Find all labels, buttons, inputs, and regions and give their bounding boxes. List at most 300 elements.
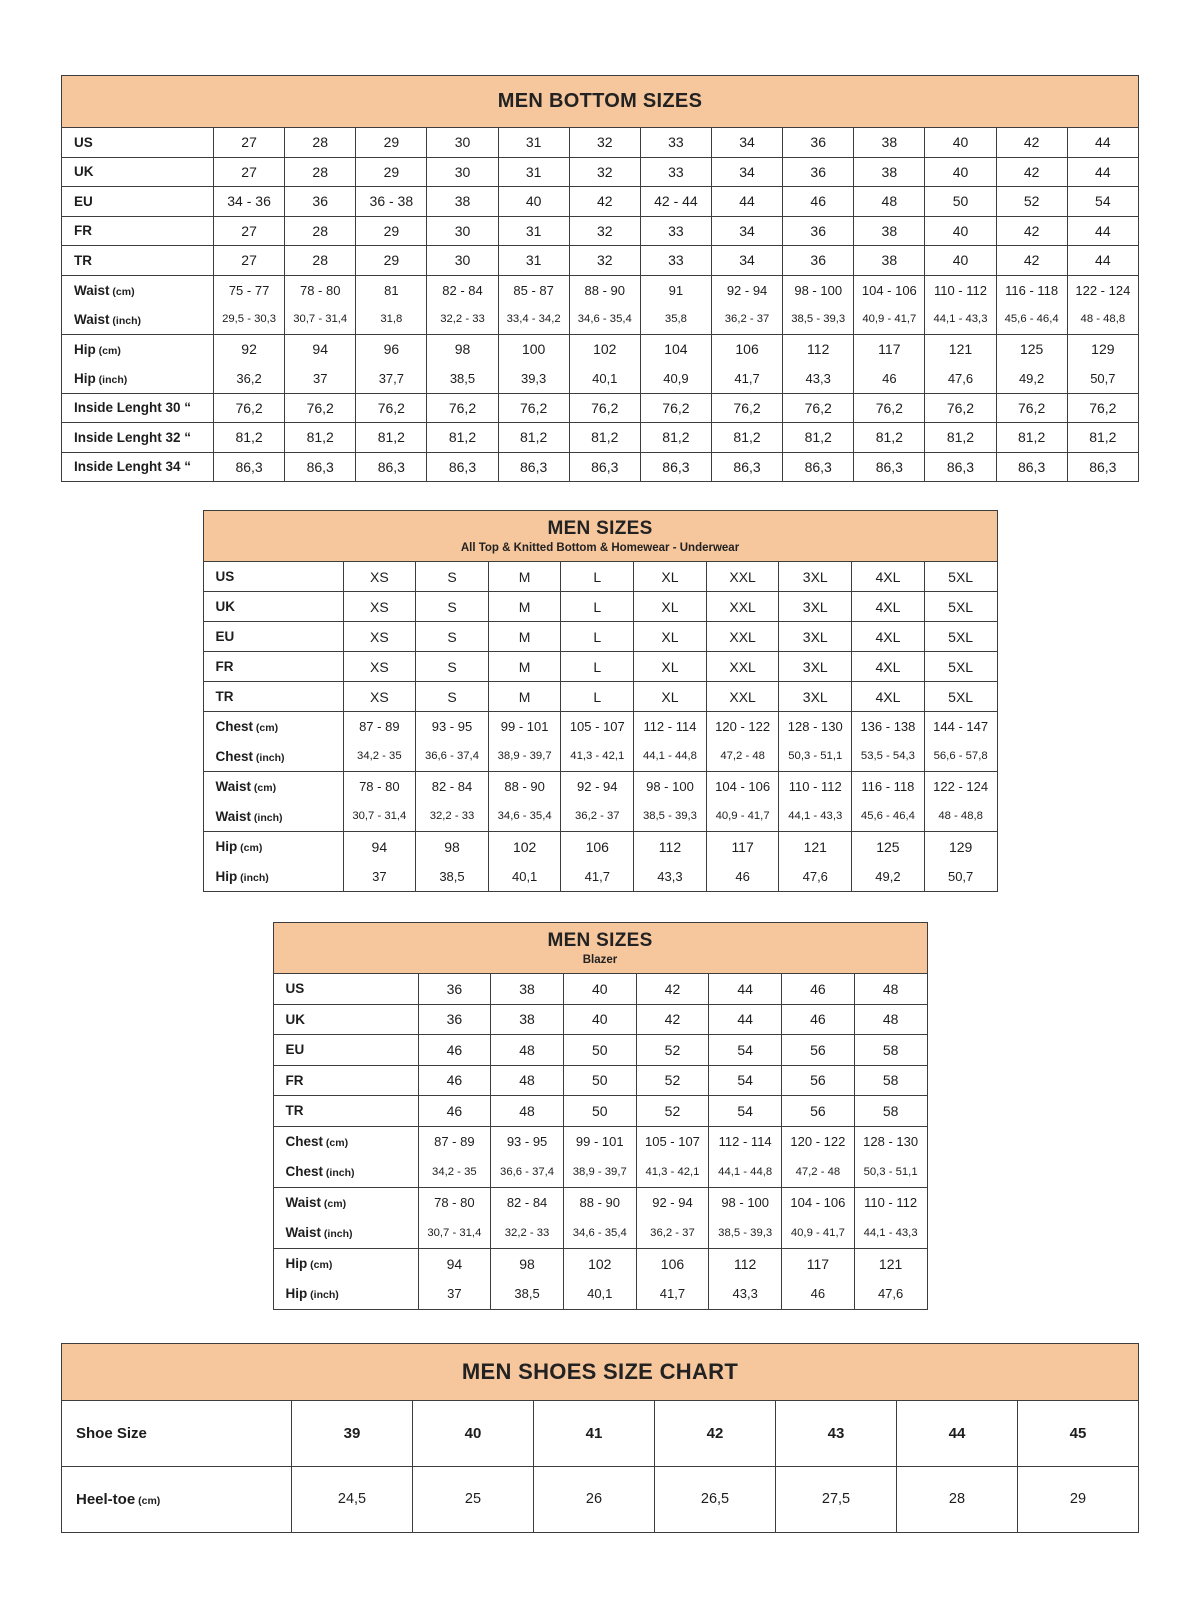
row-label: TR [203, 682, 343, 712]
value-cell: 85 - 87 [498, 275, 569, 305]
row-label: Hip (inch) [273, 1279, 418, 1310]
value-cell: L [561, 622, 634, 652]
value-cell: 104 - 106 [782, 1187, 855, 1218]
value-cell: 48 [491, 1035, 564, 1066]
value-cell: 32 [569, 216, 640, 246]
men-bottom-sizes-table [61, 75, 1139, 482]
value-cell: M [488, 622, 561, 652]
table-row [203, 832, 997, 862]
value-cell: 26 [534, 1466, 655, 1532]
value-cell: 40,1 [563, 1279, 636, 1310]
value-cell: 37,7 [356, 364, 427, 394]
value-cell: 110 - 112 [779, 772, 852, 802]
value-cell: 46 [782, 974, 855, 1005]
value-cell: 121 [779, 832, 852, 862]
table-row [273, 1218, 927, 1249]
value-cell: 94 [285, 334, 356, 364]
value-cell: 38 [854, 216, 925, 246]
value-cell: 46 [854, 364, 925, 394]
value-cell: 39 [292, 1400, 413, 1466]
table-row [62, 128, 1139, 158]
value-cell: 86,3 [1067, 452, 1138, 482]
value-cell: 76,2 [640, 393, 711, 423]
value-cell: 56,6 - 57,8 [924, 742, 997, 772]
value-cell: XS [343, 682, 416, 712]
row-label: EU [273, 1035, 418, 1066]
value-cell: 42 [996, 246, 1067, 276]
table-row [62, 393, 1139, 423]
value-cell: 81,2 [996, 423, 1067, 453]
value-cell: 3XL [779, 622, 852, 652]
value-cell: 34,2 - 35 [343, 742, 416, 772]
value-cell: 28 [285, 128, 356, 158]
men-sizes-blazer-header [273, 923, 927, 974]
value-cell: 38 [427, 187, 498, 217]
value-cell: S [416, 682, 489, 712]
value-cell: 30 [427, 128, 498, 158]
value-cell: 54 [709, 1096, 782, 1127]
value-cell: 38,9 - 39,7 [488, 742, 561, 772]
value-cell: 44 [711, 187, 782, 217]
value-cell: 78 - 80 [285, 275, 356, 305]
value-cell: 104 [640, 334, 711, 364]
value-cell: 27 [214, 246, 285, 276]
value-cell: M [488, 562, 561, 592]
value-cell: 28 [285, 157, 356, 187]
value-cell: 3XL [779, 682, 852, 712]
value-cell: 102 [563, 1248, 636, 1279]
table-row [62, 246, 1139, 276]
value-cell: 117 [782, 1248, 855, 1279]
row-label: UK [203, 592, 343, 622]
value-cell: 34 [711, 246, 782, 276]
row-label: FR [203, 652, 343, 682]
value-cell: 3XL [779, 592, 852, 622]
value-cell: 93 - 95 [416, 712, 489, 742]
value-cell: 48 [491, 1096, 564, 1127]
value-cell: 122 - 124 [1067, 275, 1138, 305]
value-cell: 92 [214, 334, 285, 364]
value-cell: 86,3 [996, 452, 1067, 482]
value-cell: 39,3 [498, 364, 569, 394]
row-label: Waist (cm) [273, 1187, 418, 1218]
value-cell: 29 [356, 246, 427, 276]
value-cell: 31 [498, 246, 569, 276]
value-cell: 38 [491, 974, 564, 1005]
value-cell: 98 [427, 334, 498, 364]
table-title: MEN SHOES SIZE CHART [461, 1358, 739, 1384]
value-cell: L [561, 562, 634, 592]
men-sizes-blazer-table [273, 922, 928, 1310]
value-cell: 24,5 [292, 1466, 413, 1532]
table-row [62, 334, 1139, 364]
row-label: Inside Lenght 32 “ [62, 423, 214, 453]
value-cell: 92 - 94 [636, 1187, 709, 1218]
men-bottom-sizes-header [62, 76, 1139, 128]
value-cell: XL [634, 592, 707, 622]
value-cell: 41,3 - 42,1 [561, 742, 634, 772]
value-cell: 50,3 - 51,1 [779, 742, 852, 772]
value-cell: 44 [709, 1004, 782, 1035]
value-cell: 27 [214, 216, 285, 246]
table-row [62, 157, 1139, 187]
row-label: FR [273, 1065, 418, 1096]
value-cell: 76,2 [783, 393, 854, 423]
value-cell: 29,5 - 30,3 [214, 305, 285, 335]
table-subtitle: Blazer [582, 954, 618, 966]
value-cell: 37 [418, 1279, 491, 1310]
value-cell: 49,2 [852, 862, 925, 892]
table-row [203, 772, 997, 802]
value-cell: 125 [852, 832, 925, 862]
value-cell: 31 [498, 157, 569, 187]
value-cell: 42 [996, 216, 1067, 246]
value-cell: 120 - 122 [706, 712, 779, 742]
value-cell: 52 [636, 1035, 709, 1066]
value-cell: 46 [418, 1065, 491, 1096]
table-row [273, 1279, 927, 1310]
value-cell: 4XL [852, 622, 925, 652]
value-cell: 32,2 - 33 [427, 305, 498, 335]
value-cell: 30 [427, 216, 498, 246]
value-cell: 48 - 48,8 [1067, 305, 1138, 335]
table-row [203, 562, 997, 592]
value-cell: 78 - 80 [343, 772, 416, 802]
value-cell: 102 [569, 334, 640, 364]
row-label: Waist (inch) [273, 1218, 418, 1249]
value-cell: 76,2 [711, 393, 782, 423]
value-cell: XXL [706, 652, 779, 682]
men-sizes-top-header [203, 511, 997, 562]
value-cell: 82 - 84 [427, 275, 498, 305]
value-cell: 76,2 [925, 393, 996, 423]
table-row [203, 592, 997, 622]
value-cell: 86,3 [498, 452, 569, 482]
value-cell: M [488, 682, 561, 712]
value-cell: 32 [569, 157, 640, 187]
row-label: Inside Lenght 34 “ [62, 452, 214, 482]
row-label: Waist (inch) [203, 802, 343, 832]
value-cell: 93 - 95 [491, 1126, 564, 1157]
row-label: Waist (inch) [62, 305, 214, 335]
table-row [203, 622, 997, 652]
value-cell: 82 - 84 [416, 772, 489, 802]
value-cell: 34 [711, 128, 782, 158]
value-cell: 106 [711, 334, 782, 364]
row-label: TR [273, 1096, 418, 1127]
row-label: FR [62, 216, 214, 246]
value-cell: 50 [925, 187, 996, 217]
row-label: Heel-toe (cm) [62, 1466, 292, 1532]
table-row [203, 862, 997, 892]
value-cell: M [488, 652, 561, 682]
value-cell: 86,3 [427, 452, 498, 482]
value-cell: 102 [488, 832, 561, 862]
value-cell: 50,3 - 51,1 [854, 1157, 927, 1188]
value-cell: 27 [214, 157, 285, 187]
value-cell: 40,1 [569, 364, 640, 394]
value-cell: 36 [783, 128, 854, 158]
value-cell: 50 [563, 1096, 636, 1127]
value-cell: 86,3 [214, 452, 285, 482]
value-cell: 58 [854, 1065, 927, 1096]
value-cell: 41 [534, 1400, 655, 1466]
value-cell: 86,3 [640, 452, 711, 482]
value-cell: 36 [418, 1004, 491, 1035]
table-row [203, 802, 997, 832]
value-cell: 76,2 [1067, 393, 1138, 423]
value-cell: 86,3 [854, 452, 925, 482]
value-cell: XS [343, 592, 416, 622]
table-row [62, 364, 1139, 394]
value-cell: 38 [854, 246, 925, 276]
value-cell: 47,6 [779, 862, 852, 892]
value-cell: 42 [996, 128, 1067, 158]
value-cell: 4XL [852, 652, 925, 682]
value-cell: L [561, 592, 634, 622]
value-cell: 112 [783, 334, 854, 364]
value-cell: 86,3 [569, 452, 640, 482]
value-cell: 41,7 [561, 862, 634, 892]
value-cell: 34,6 - 35,4 [488, 802, 561, 832]
value-cell: 46 [782, 1279, 855, 1310]
value-cell: 48 [854, 974, 927, 1005]
value-cell: 52 [996, 187, 1067, 217]
row-label: Hip (inch) [203, 862, 343, 892]
value-cell: 129 [1067, 334, 1138, 364]
value-cell: 34,6 - 35,4 [569, 305, 640, 335]
value-cell: 116 - 118 [852, 772, 925, 802]
value-cell: 98 - 100 [634, 772, 707, 802]
table-row [62, 452, 1139, 482]
value-cell: 91 [640, 275, 711, 305]
value-cell: 38 [854, 128, 925, 158]
value-cell: 56 [782, 1035, 855, 1066]
value-cell: 99 - 101 [563, 1126, 636, 1157]
value-cell: XL [634, 682, 707, 712]
value-cell: 104 - 106 [854, 275, 925, 305]
value-cell: 41,3 - 42,1 [636, 1157, 709, 1188]
value-cell: 94 [418, 1248, 491, 1279]
value-cell: 34 [711, 216, 782, 246]
value-cell: 42 [655, 1400, 776, 1466]
value-cell: 47,6 [854, 1279, 927, 1310]
value-cell: 40 [925, 246, 996, 276]
value-cell: 121 [925, 334, 996, 364]
value-cell: 36 [418, 974, 491, 1005]
value-cell: 36 [783, 246, 854, 276]
value-cell: 45 [1018, 1400, 1139, 1466]
value-cell: 25 [413, 1466, 534, 1532]
value-cell: 36,6 - 37,4 [416, 742, 489, 772]
value-cell: 32,2 - 33 [491, 1218, 564, 1249]
value-cell: 27 [214, 128, 285, 158]
value-cell: 36,2 [214, 364, 285, 394]
value-cell: 92 - 94 [711, 275, 782, 305]
value-cell: 81,2 [925, 423, 996, 453]
value-cell: 46 [706, 862, 779, 892]
table-row [273, 1248, 927, 1279]
value-cell: 106 [561, 832, 634, 862]
value-cell: 29 [356, 216, 427, 246]
value-cell: 76,2 [996, 393, 1067, 423]
value-cell: 86,3 [711, 452, 782, 482]
value-cell: 46 [418, 1096, 491, 1127]
row-label: TR [62, 246, 214, 276]
value-cell: 87 - 89 [418, 1126, 491, 1157]
table-row [273, 1157, 927, 1188]
row-label: Hip (cm) [203, 832, 343, 862]
value-cell: 45,6 - 46,4 [996, 305, 1067, 335]
value-cell: 76,2 [569, 393, 640, 423]
value-cell: 45,6 - 46,4 [852, 802, 925, 832]
value-cell: XXL [706, 592, 779, 622]
value-cell: 31 [498, 128, 569, 158]
value-cell: 40 [498, 187, 569, 217]
table-title: MEN SIZES [547, 518, 653, 539]
value-cell: 110 - 112 [854, 1187, 927, 1218]
value-cell: 3XL [779, 562, 852, 592]
value-cell: S [416, 592, 489, 622]
value-cell: 29 [1018, 1466, 1139, 1532]
value-cell: 81,2 [498, 423, 569, 453]
value-cell: 42 - 44 [640, 187, 711, 217]
value-cell: 104 - 106 [706, 772, 779, 802]
table-row [62, 275, 1139, 305]
value-cell: 36 [783, 216, 854, 246]
value-cell: 5XL [924, 682, 997, 712]
value-cell: 81,2 [285, 423, 356, 453]
value-cell: 36,2 - 37 [711, 305, 782, 335]
table-row [273, 1187, 927, 1218]
value-cell: 44,1 - 44,8 [709, 1157, 782, 1188]
value-cell: 122 - 124 [924, 772, 997, 802]
value-cell: 35,8 [640, 305, 711, 335]
value-cell: 98 [416, 832, 489, 862]
value-cell: 48 [491, 1065, 564, 1096]
value-cell: 44 [1067, 128, 1138, 158]
table-row [62, 1400, 1139, 1466]
row-label: Chest (cm) [203, 712, 343, 742]
value-cell: 28 [285, 246, 356, 276]
value-cell: 4XL [852, 682, 925, 712]
value-cell: S [416, 652, 489, 682]
row-label: Chest (inch) [203, 742, 343, 772]
value-cell: 38,9 - 39,7 [563, 1157, 636, 1188]
value-cell: 44 [1067, 157, 1138, 187]
value-cell: 53,5 - 54,3 [852, 742, 925, 772]
value-cell: 116 - 118 [996, 275, 1067, 305]
value-cell: 33 [640, 216, 711, 246]
value-cell: XS [343, 622, 416, 652]
value-cell: 76,2 [498, 393, 569, 423]
value-cell: 46 [418, 1035, 491, 1066]
value-cell: 96 [356, 334, 427, 364]
value-cell: XXL [706, 622, 779, 652]
men-sizes-top-table [203, 510, 998, 892]
row-label: UK [62, 157, 214, 187]
value-cell: 42 [636, 974, 709, 1005]
value-cell: 106 [636, 1248, 709, 1279]
value-cell: 50 [563, 1035, 636, 1066]
value-cell: 38 [491, 1004, 564, 1035]
value-cell: 98 - 100 [709, 1187, 782, 1218]
value-cell: 27,5 [776, 1466, 897, 1532]
value-cell: 40,1 [488, 862, 561, 892]
value-cell: 30,7 - 31,4 [343, 802, 416, 832]
value-cell: 4XL [852, 562, 925, 592]
table-title: MEN SIZES [547, 930, 653, 951]
value-cell: 136 - 138 [852, 712, 925, 742]
value-cell: 30,7 - 31,4 [418, 1218, 491, 1249]
value-cell: 5XL [924, 592, 997, 622]
value-cell: 86,3 [285, 452, 356, 482]
value-cell: 86,3 [783, 452, 854, 482]
value-cell: 75 - 77 [214, 275, 285, 305]
value-cell: 34,2 - 35 [418, 1157, 491, 1188]
value-cell: S [416, 622, 489, 652]
value-cell: 40 [563, 1004, 636, 1035]
value-cell: 33 [640, 157, 711, 187]
value-cell: 81,2 [1067, 423, 1138, 453]
men-shoes-header [62, 1343, 1139, 1400]
value-cell: 33 [640, 128, 711, 158]
value-cell: 47,2 - 48 [706, 742, 779, 772]
value-cell: 36 [783, 157, 854, 187]
row-label: Shoe Size [62, 1400, 292, 1466]
value-cell: 28 [285, 216, 356, 246]
value-cell: 120 - 122 [782, 1126, 855, 1157]
row-label: Inside Lenght 30 “ [62, 393, 214, 423]
value-cell: 86,3 [356, 452, 427, 482]
value-cell: 32,2 - 33 [416, 802, 489, 832]
row-label: Hip (inch) [62, 364, 214, 394]
table-subtitle: All Top & Knitted Bottom & Homewear - Underwear [460, 542, 740, 554]
value-cell: 44,1 - 44,8 [634, 742, 707, 772]
value-cell: 32 [569, 246, 640, 276]
men-shoes-size-chart-table [61, 1343, 1139, 1533]
value-cell: 48 [854, 187, 925, 217]
value-cell: 100 [498, 334, 569, 364]
value-cell: 99 - 101 [488, 712, 561, 742]
value-cell: 48 - 48,8 [924, 802, 997, 832]
value-cell: 112 [634, 832, 707, 862]
value-cell: 44,1 - 43,3 [779, 802, 852, 832]
value-cell: 76,2 [285, 393, 356, 423]
value-cell: 81,2 [569, 423, 640, 453]
value-cell: 43,3 [783, 364, 854, 394]
value-cell: 40 [563, 974, 636, 1005]
value-cell: 38,5 [491, 1279, 564, 1310]
value-cell: 44 [1067, 246, 1138, 276]
value-cell: 40,9 - 41,7 [782, 1218, 855, 1249]
value-cell: 81 [356, 275, 427, 305]
value-cell: 76,2 [427, 393, 498, 423]
value-cell: 3XL [779, 652, 852, 682]
value-cell: 54 [709, 1035, 782, 1066]
value-cell: L [561, 682, 634, 712]
value-cell: 40,9 - 41,7 [706, 802, 779, 832]
value-cell: 81,2 [427, 423, 498, 453]
value-cell: 144 - 147 [924, 712, 997, 742]
value-cell: 44,1 - 43,3 [854, 1218, 927, 1249]
value-cell: 33,4 - 34,2 [498, 305, 569, 335]
value-cell: 37 [343, 862, 416, 892]
row-label: Hip (cm) [273, 1248, 418, 1279]
value-cell: 54 [709, 1065, 782, 1096]
row-label: EU [203, 622, 343, 652]
value-cell: 81,2 [783, 423, 854, 453]
